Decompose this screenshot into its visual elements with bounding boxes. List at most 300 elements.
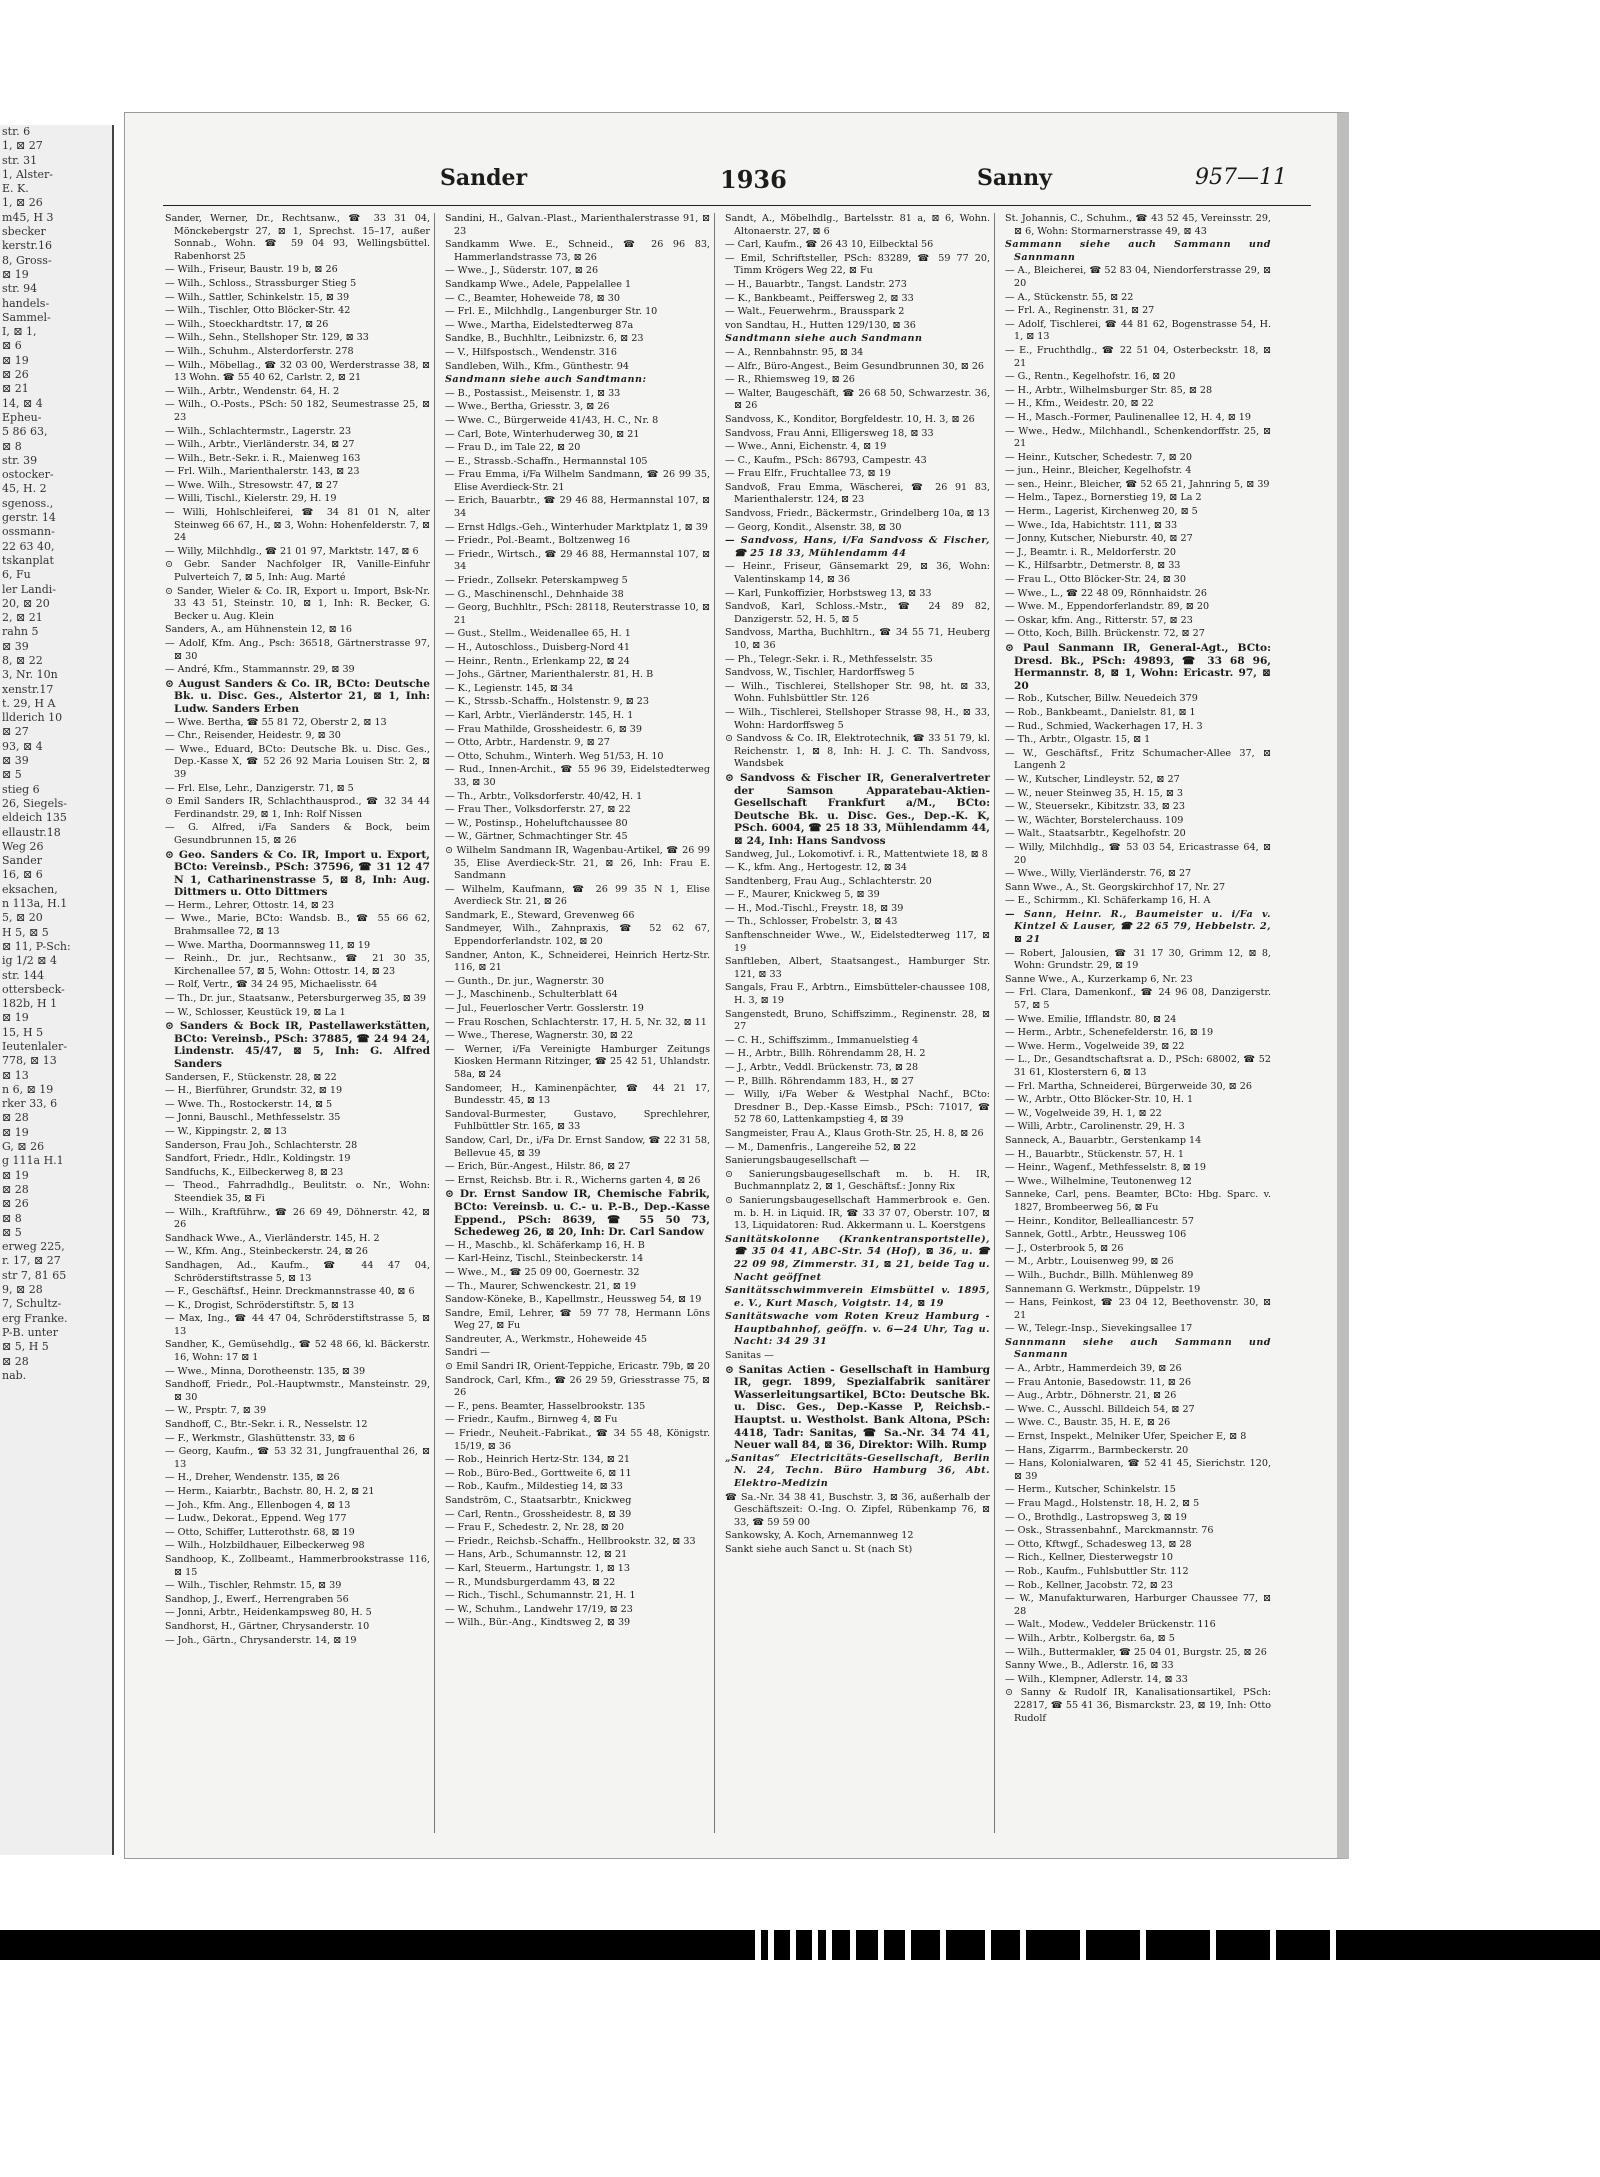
directory-entry: Sandhoff, C., Btr.-Sekr. i. R., Nesselstr. 12: [165, 1419, 368, 1431]
previous-page-fragment: ostocker-: [2, 468, 54, 482]
directory-entry: ⊙ Paul Sanmann IR, General-Agt., BCto: Dresd. Bk., PSch: 49893, ☎ 33 68 96, Hermannstr. 8, ⊠ 1, Wohn: Ericastr. 97, ⊠ 20: [1005, 642, 1271, 692]
directory-entry: — H., Arbtr., Wilhelmsburger Str. 85, ⊠ 28: [1005, 384, 1213, 396]
directory-entry: Sandreuter, A., Werkmstr., Hoheweide 45: [445, 1333, 648, 1345]
previous-page-fragment: 8, Gross-: [2, 253, 52, 267]
directory-entry: — B., Postassist., Meisenstr. 1, ⊠ 33: [445, 387, 621, 399]
directory-entry: — Wwe. Herm., Vogelweide 39, ⊠ 22: [1005, 1040, 1185, 1052]
directory-entry: — W., Manufakturwaren, Harburger Chaussee 77, ⊠ 28: [1005, 1593, 1271, 1617]
directory-entry: ⊙ Wilhelm Sandmann IR, Wagenbau-Artikel, ☎ 26 99 35, Elise Averdieck-Str. 21, ⊠ 26, Inh: Frau E. Sandmann: [445, 844, 710, 882]
directory-entry: — Wwe., Anni, Eichenstr. 4, ⊠ 19: [725, 441, 887, 453]
previous-page-fragment: 16, ⊠ 6: [2, 868, 43, 882]
column-4: [1005, 213, 1275, 1833]
directory-entry: — Wilhelm, Kaufmann, ☎ 26 99 35 N 1, Elise Averdieck Str. 21, ⊠ 26: [445, 883, 710, 908]
directory-entry: Sankowsky, A. Koch, Arnemannweg 12: [725, 1530, 914, 1542]
directory-entry: — H., Dreher, Wendenstr. 135, ⊠ 26: [165, 1472, 340, 1484]
directory-entry: Sandmeyer, Wilh., Zahnpraxis, ☎ 52 62 67, Eppendorferlandstr. 102, ⊠ 20: [445, 923, 710, 948]
directory-entry: — W., Steuersekr., Kibitzstr. 33, ⊠ 23: [1005, 801, 1185, 813]
previous-page-fragment: stieg 6: [2, 782, 40, 796]
directory-entry: — Rob., Büro-Bed., Gorttweite 6, ⊠ 11: [445, 1467, 632, 1479]
directory-entry: — Hans, Kolonialwaren, ☎ 52 41 45, Sierichstr. 120, ⊠ 39: [1005, 1458, 1271, 1482]
directory-entry: — Georg, Kondit., Alsenstr. 38, ⊠ 30: [725, 521, 902, 533]
header-last-name: Sanny: [977, 165, 1052, 191]
directory-entry: Sandtenberg, Frau Aug., Schlachterstr. 20: [725, 875, 932, 887]
directory-entry: — W., Telegr.-Insp., Sievekingsallee 17: [1005, 1323, 1193, 1335]
previous-page-fragment: 8, ⊠ 22: [2, 653, 43, 667]
film-edge-mark: [985, 1930, 991, 1960]
directory-entry: ⊙ Sanders & Bock IR, Pastellawerkstätten, BCto: Vereinsb., PSch: 37885, ☎ 24 94 24, Lindenstr. 45/47, ⊠ 5, Inh: G. Alfred Sanders: [165, 1020, 430, 1070]
previous-page-fragment: str. 31: [2, 153, 38, 167]
previous-page-fragment: ⊠ 28: [2, 1182, 29, 1196]
directory-entry: — M., Arbtr., Louisenweg 99, ⊠ 26: [1005, 1256, 1174, 1268]
directory-entry: — Wwe. Bertha, ☎ 55 81 72, Oberstr 2, ⊠ 13: [165, 716, 387, 728]
directory-entry: Sandkamp Wwe., Adele, Pappelallee 1: [445, 278, 632, 290]
directory-entry: — Otto, Koch, Billh. Brückenstr. 72, ⊠ 27: [1005, 628, 1205, 640]
film-edge-mark: [755, 1930, 761, 1960]
directory-entry: Sandner, Anton, K., Schneiderei, Heinrich Hertz-Str. 116, ⊠ 21: [445, 949, 710, 974]
previous-page-fragment: 5, ⊠ 20: [2, 911, 43, 925]
directory-entry: — Wilh., Schuhm., Alsterdorferstr. 278: [165, 345, 354, 357]
directory-entry: ☎ Sa.-Nr. 34 38 41, Buschstr. 3, ⊠ 36, außerhalb der Geschäftszeit: O.-Ing. O. Zipfel, Rübenkamp 76, ⊠ 33, ☎ 59 59 00: [725, 1491, 990, 1528]
previous-page-fragment: 45, H. 2: [2, 482, 47, 496]
directory-entry: — Willi, Arbtr., Carolinenstr. 29, H. 3: [1005, 1121, 1185, 1133]
directory-entry: — Frl. A., Reginenstr. 31, ⊠ 27: [1005, 305, 1155, 317]
directory-entry: — Herm., Kutscher, Schinkelstr. 15: [1005, 1484, 1176, 1496]
directory-entry: — Th., Arbtr., Olgastr. 15, ⊠ 1: [1005, 734, 1151, 746]
directory-entry: von Sandtau, H., Hutten 129/130, ⊠ 36: [725, 319, 916, 331]
directory-entry: — H., Maschb., kl. Schäferkamp 16, H. B: [445, 1239, 645, 1251]
previous-page-fragment: str. 144: [2, 968, 45, 982]
directory-entry: — Frl. Wilh., Marienthalerstr. 143, ⊠ 23: [165, 466, 360, 478]
directory-columns: [165, 213, 1305, 1833]
directory-entry: — Aug., Arbtr., Döhnerstr. 21, ⊠ 26: [1005, 1390, 1177, 1402]
directory-entry: — Erich, Bauarbtr., ☎ 29 46 88, Hermannstal 107, ⊠ 34: [445, 495, 710, 520]
directory-entry: — Wwe., Marie, BCto: Wandsb. B., ☎ 55 66 62, Brahmsallee 72, ⊠ 13: [165, 913, 430, 938]
film-edge-mark: [1020, 1930, 1026, 1960]
directory-entry: — Ph., Telegr.-Sekr. i. R., Methfesselstr. 35: [725, 653, 933, 665]
directory-entry: Sannemann G. Werkmstr., Düppelstr. 19: [1005, 1283, 1201, 1295]
directory-entry: — Wwe., Eduard, BCto: Deutsche Bk. u. Disc. Ges., Dep.-Kasse X, ☎ 52 26 92 Maria Louisen Str. 2, ⊠ 39: [165, 743, 430, 780]
previous-page-fragment: 20, ⊠ 20: [2, 596, 50, 610]
directory-entry: Sandomeer, H., Kaminenpächter, ☎ 44 21 17, Bundesstr. 45, ⊠ 13: [445, 1082, 710, 1107]
directory-entry: — A., Rennbahnstr. 95, ⊠ 34: [725, 346, 864, 358]
film-edge-strip: [0, 1930, 1600, 1960]
previous-page-fragment: gerstr. 14: [2, 511, 56, 525]
previous-page-fragment: Epheu-: [2, 410, 42, 424]
directory-entry: — Adolf, Tischlerei, ☎ 44 81 62, Bogenstrasse 54, H. 1, ⊠ 13: [1005, 318, 1271, 343]
film-edge-mark: [905, 1930, 911, 1960]
directory-entry: — Heinr., Wagenf., Methfesselstr. 8, ⊠ 19: [1005, 1162, 1206, 1174]
directory-entry: Sander, Werner, Dr., Rechtsanw., ☎ 33 31 04, Mönckebergstr 27, ⊠ 1, Sprechst. 15–17, außer Sonnab., Wohn. ☎ 59 04 93, Wellingsbüttel. Rabenhorst 25: [165, 213, 430, 262]
directory-entry: — Johs., Gärtner, Marienthalerstr. 81, H. B: [445, 669, 654, 681]
directory-entry: — Emil, Schriftsteller, PSch: 83289, ☎ 59 77 20, Timm Krögers Weg 22, ⊠ Fu: [725, 252, 990, 277]
directory-entry: — Sann, Heinr. R., Baumeister u. i/Fa v. Kintzel & Lauser, ☎ 22 65 79, Hebbelstr. 2, ⊠ 21: [1005, 908, 1271, 946]
column-2: [445, 213, 715, 1833]
directory-entry: — Frl. Martha, Schneiderei, Bürgerweide 30, ⊠ 26: [1005, 1080, 1252, 1092]
directory-entry: — Wwe., L., ☎ 22 48 09, Rönnhaidstr. 26: [1005, 587, 1207, 599]
directory-entry: — Wilh., Klempner, Adlerstr. 14, ⊠ 33: [1005, 1673, 1188, 1685]
directory-entry: ⊙ Emil Sandri IR, Orient-Teppiche, Ericastr. 79b, ⊠ 20: [445, 1361, 710, 1373]
directory-entry: Sanneck, A., Bauarbtr., Gerstenkamp 14: [1005, 1134, 1202, 1146]
directory-entry: — Rich., Kellner, Diesterwegstr 10: [1005, 1552, 1173, 1564]
directory-entry: Sangmeister, Frau A., Klaus Groth-Str. 25, H. 8, ⊠ 26: [725, 1127, 984, 1139]
directory-entry: — Willi, Tischl., Kielerstr. 29, H. 19: [165, 493, 337, 505]
directory-entry: Sanderson, Frau Joh., Schlachterstr. 28: [165, 1139, 358, 1151]
directory-entry: — Frau D., im Tale 22, ⊠ 20: [445, 442, 581, 454]
directory-entry: — Gust., Stellm., Weidenallee 65, H. 1: [445, 628, 631, 640]
directory-entry: — Frau L., Otto Blöcker-Str. 24, ⊠ 30: [1005, 574, 1187, 586]
directory-entry: — K., Strssb.-Schaffn., Holstenstr. 9, ⊠ 23: [445, 696, 649, 708]
previous-page-fragment: r. 17, ⊠ 27: [2, 1254, 61, 1268]
directory-entry: — L., Dr., Gesandtschaftsrat a. D., PSch: 68002, ☎ 52 31 61, Klosterstern 6, ⊠ 13: [1005, 1054, 1271, 1078]
directory-entry: — Rob., Kaufm., Fuhlsbuttler Str. 112: [1005, 1565, 1189, 1577]
directory-entry: Sandt, A., Möbelhdlg., Bartelsstr. 81 a, ⊠ 6, Wohn. Altonaerstr. 27, ⊠ 6: [725, 213, 990, 237]
directory-entry: — Frau Magd., Holstenstr. 18, H. 2, ⊠ 5: [1005, 1498, 1200, 1509]
directory-entry: — E., Strassb.-Schaffn., Hermannstal 105: [445, 455, 648, 467]
previous-page-fragment: ⊠ 39: [2, 639, 29, 653]
directory-entry: — J., Beamtr. i. R., Meldorferstr. 20: [1005, 546, 1176, 558]
directory-entry: — Herm., Lehrer, Ottostr. 14, ⊠ 23: [165, 899, 335, 911]
directory-entry: Sandrock, Carl, Kfm., ☎ 26 29 59, Griesstrasse 75, ⊠ 26: [445, 1374, 710, 1399]
directory-entry: — Ernst, Inspekt., Melniker Ufer, Speicher E, ⊠ 8: [1005, 1431, 1247, 1443]
directory-entry: Sandre, Emil, Lehrer, ☎ 59 77 78, Hermann Löns Weg 27, ⊠ Fu: [445, 1307, 710, 1332]
directory-entry: — Wwe. C., Baustr. 35, H. E, ⊠ 26: [1005, 1417, 1171, 1429]
directory-entry: — Wwe. Emilie, Ifflandstr. 80, ⊠ 24: [1005, 1013, 1177, 1025]
directory-entry: — H., Bauarbtr., Stückenstr. 57, H. 1: [1005, 1148, 1185, 1160]
directory-entry: — Friedr., Pol.-Beamt., Boltzenweg 16: [445, 535, 631, 547]
directory-entry: Sandher, K., Gemüsehdlg., ☎ 52 48 66, kl. Bäckerstr. 16, Wohn: 17 ⊠ 1: [165, 1339, 430, 1364]
directory-entry: — Adolf, Kfm. Ang., Psch: 36518, Gärtnerstrasse 97, ⊠ 30: [165, 638, 430, 662]
previous-page-fragment: P-B. unter: [2, 1325, 58, 1339]
directory-entry: — Heinr., Friseur, Gänsemarkt 29, ⊠ 36, Wohn: Valentinskamp 14, ⊠ 36: [725, 561, 990, 586]
directory-entry: Sanitätskolonne (Krankentransportstelle), ☎ 35 04 41, ABC-Str. 54 (Hof), ⊠ 36, u. ☎ 22 09 98, Zimmerstr. 31, ⊠ 21, beide Tag u. Nacht geöffnet: [725, 1233, 990, 1283]
directory-entry: — F., Geschäftsf., Heinr. Dreckmannstrasse 40, ⊠ 6: [165, 1286, 415, 1298]
directory-entry: — Jonni, Arbtr., Heidenkampsweg 80, H. 5: [165, 1607, 372, 1619]
directory-entry: Sandhoff, Friedr., Pol.-Hauptwmstr., Mansteinstr. 29, ⊠ 30: [165, 1379, 430, 1403]
previous-page-fragment: ⊠ 26: [2, 368, 29, 382]
directory-entry: — F., pens. Beamter, Hasselbrookstr. 135: [445, 1400, 646, 1412]
previous-page-fragment: 15, H 5: [2, 1025, 44, 1039]
directory-entry: — Wwe. C., Ausschl. Billdeich 54, ⊠ 27: [1005, 1403, 1195, 1415]
directory-entry: — Rob., Kellner, Jacobstr. 72, ⊠ 23: [1005, 1579, 1174, 1591]
directory-entry: — Frau Elfr., Fruchtallee 73, ⊠ 19: [725, 468, 891, 480]
header-rule: [163, 205, 1311, 206]
directory-entry: — Wilh., Tischlerei, Stellshoper Strasse 98, H., ⊠ 33, Wohn: Hardorffsweg 5: [725, 706, 990, 731]
directory-entry: — A., Arbtr., Hammerdeich 39, ⊠ 26: [1005, 1363, 1182, 1375]
film-edge-mark: [768, 1930, 774, 1960]
directory-entry: Sandkamm Wwe. E., Schneid., ☎ 26 96 83, Hammerlandstrasse 73, ⊠ 26: [445, 239, 710, 263]
directory-entry: Sanitätsschwimmverein Eimsbüttel v. 1895, e. V., Kurt Masch, Voigtstr. 14, ⊠ 19: [725, 1285, 990, 1309]
directory-entry: Sanneke, Carl, pens. Beamter, BCto: Hbg. Sparc. v. 1827, Brombeerweg 56, ⊠ Fu: [1005, 1189, 1271, 1213]
directory-entry: — Wilh., Buchdr., Billh. Mühlenweg 89: [1005, 1269, 1194, 1281]
directory-entry: — Erich, Bür.-Angest., Hilstr. 86, ⊠ 27: [445, 1161, 631, 1173]
directory-entry: — Karl, Steuerm., Hartungstr. 1, ⊠ 13: [445, 1562, 631, 1574]
previous-page-fragment: ⊠ 5, H 5: [2, 1340, 49, 1354]
directory-entry: — Wilh., Schlachtermstr., Lagerstr. 23: [165, 425, 352, 437]
directory-entry: Sandhoop, K., Zollbeamt., Hammerbrookstrasse 116, ⊠ 15: [165, 1553, 430, 1578]
previous-page-fragment: ⊠ 13: [2, 1068, 29, 1082]
directory-entry: Sandini, H., Galvan.-Plast., Marienthalerstrasse 91, ⊠ 23: [445, 213, 710, 237]
directory-entry: Sandvoß, Frau Emma, Wäscherei, ☎ 26 91 83, Marienthalerstr. 124, ⊠ 23: [725, 481, 990, 506]
directory-entry: Sandvoss, Friedr., Bäckermstr., Grindelberg 10a, ⊠ 13: [725, 508, 990, 520]
previous-page-fragment: ⊠ 19: [2, 353, 29, 367]
directory-entry: — Carl, Rentn., Grossheidestr. 8, ⊠ 39: [445, 1508, 632, 1520]
previous-page-fragment: erg Franke.: [2, 1311, 68, 1325]
directory-entry: — Otto, Schuhm., Winterh. Weg 51/53, H. 10: [445, 750, 664, 762]
directory-entry: ⊙ August Sanders & Co. IR, BCto: Deutsche Bk. u. Disc. Ges., Alstertor 21, ⊠ 1, Inh: Ludw. Sanders Erben: [165, 677, 430, 715]
directory-entry: Sankt siehe auch Sanct u. St (nach St): [725, 1543, 913, 1555]
directory-entry: — C., Kaufm., PSch: 86793, Campestr. 43: [725, 454, 927, 466]
directory-entry: — Otto, Schiffer, Lutterothstr. 68, ⊠ 19: [165, 1526, 355, 1538]
directory-entry: ⊙ Sanny & Rudolf IR, Kanalisationsartikel, PSch: 22817, ☎ 55 41 36, Bismarckstr. 23, ⊠ 19, Inh: Otto Rudolf: [1005, 1687, 1271, 1724]
previous-page-fragment: 778, ⊠ 13: [2, 1054, 57, 1068]
directory-entry: Sanny Wwe., B., Adlerstr. 16, ⊠ 33: [1005, 1660, 1174, 1672]
directory-entry: — G. Alfred, i/Fa Sanders & Bock, beim Gesundbrunnen 15, ⊠ 26: [165, 822, 430, 846]
directory-entry: Sandmann siehe auch Sandtmann:: [445, 374, 647, 386]
previous-page-fragment: rker 33, 6: [2, 1097, 58, 1111]
previous-page-fragment: ⊠ 19: [2, 267, 29, 281]
directory-entry: — Wilh., Arbtr., Vierländerstr. 34, ⊠ 27: [165, 439, 355, 451]
directory-entry: Sangenstedt, Bruno, Schiffszimm., Reginenstr. 28, ⊠ 27: [725, 1008, 990, 1033]
directory-entry: — K., Hilfsarbtr., Detmerstr. 8, ⊠ 33: [1005, 560, 1181, 572]
film-edge-mark: [878, 1930, 884, 1960]
directory-entry: Sandvoß, Karl, Schloss.-Mstr., ☎ 24 89 82, Danzigerstr. 52, H. 5, ⊠ 5: [725, 601, 990, 625]
film-edge-mark: [1330, 1930, 1336, 1960]
directory-entry: Sandhack Wwe., A., Vierländerstr. 145, H. 2: [165, 1232, 380, 1244]
directory-entry: — K., kfm. Ang., Hertogestr. 12, ⊠ 34: [725, 862, 908, 874]
previous-page-fragment: m45, H 3: [2, 210, 54, 224]
directory-entry: — Theod., Fahrradhdlg., Beulitstr. o. Nr., Wohn: Steendiek 35, ⊠ Fi: [165, 1180, 430, 1204]
directory-entry: — Rob., Kaufm., Mildestieg 14, ⊠ 33: [445, 1481, 623, 1493]
directory-entry: — Rob., Heinrich Hertz-Str. 134, ⊠ 21: [445, 1454, 631, 1466]
directory-entry: Sandmark, E., Steward, Grevenweg 66: [445, 909, 635, 921]
directory-entry: Sandoval-Burmester, Gustavo, Sprechlehrer, Fuhlbüttler Str. 165, ⊠ 33: [445, 1108, 710, 1133]
directory-entry: ⊙ Sanitas Actien - Gesellschaft in Hamburg IR, gegr. 1899, Spezialfabrik sanitärer Wasserleitungsartikel, BCto: Deutsche Bk. u. Disc. Ges., Dep.-Kasse P, Reichsb.-Hauptst. u. Westholst. Bank Altona, PSch: 4418, Tadr: Sanitas, ☎ Sa.-Nr. 34 74 41, Neuer wall 84, ⊠ 36, Direktor: Wilh. Rump: [725, 1363, 990, 1452]
directory-entry: — H., Arbtr., Billh. Röhrendamm 28, H. 2: [725, 1048, 926, 1060]
directory-entry: — M., Damenfris., Langereihe 52, ⊠ 22: [725, 1141, 917, 1153]
directory-entry: Sandfuchs, K., Eilbeckerweg 8, ⊠ 23: [165, 1166, 344, 1178]
directory-entry: — C., Beamter, Hoheweide 78, ⊠ 30: [445, 292, 620, 304]
directory-entry: — Wilh., Sehn., Stellshoper Str. 129, ⊠ 33: [165, 332, 369, 344]
previous-page-fragment: 22 63 40,: [2, 539, 55, 553]
directory-entry: — Rolf, Vertr., ☎ 34 24 95, Michaelisstr. 64: [165, 979, 378, 991]
directory-entry: Sandtmann siehe auch Sandmann: [725, 333, 923, 345]
directory-entry: — Wwe., Ida, Habichtstr. 111, ⊠ 33: [1005, 519, 1178, 531]
film-edge-mark: [940, 1930, 946, 1960]
directory-entry: — Rud., Innen-Archit., ☎ 55 96 39, Eidelstedterweg 33, ⊠ 30: [445, 764, 710, 788]
directory-entry: — Th., Schlosser, Frobelstr. 3, ⊠ 43: [725, 916, 898, 928]
directory-entry: — K., Legienstr. 145, ⊠ 34: [445, 682, 574, 694]
directory-entry: — Wilh., Betr.-Sekr. i. R., Maienweg 163: [165, 452, 361, 464]
previous-page-fragment: Sander: [2, 854, 42, 868]
directory-entry: ⊙ Sander, Wieler & Co. IR, Export u. Import, Bsk-Nr. 33 43 51, Steinstr. 10, ⊠ 1, Inh: R. Becker, G. Becker u. Aug. Klein: [165, 585, 430, 622]
directory-entry: — Sandvoss, Hans, i/Fa Sandvoss & Fischer, ☎ 25 18 33, Mühlendamm 44: [725, 535, 990, 559]
directory-entry: Sangals, Frau F., Arbtrn., Eimsbütteler-chaussee 108, H. 3, ⊠ 19: [725, 982, 990, 1007]
film-edge-mark: [826, 1930, 832, 1960]
directory-entry: — W., Schlosser, Keustück 19, ⊠ La 1: [165, 1006, 346, 1018]
directory-entry: Sandvoss, W., Tischler, Hardorffsweg 5: [725, 667, 915, 679]
previous-page-fragment: ⊠ 8: [2, 439, 22, 453]
directory-entry: — Wilh., Buttermakler, ☎ 25 04 01, Burgstr. 25, ⊠ 26: [1005, 1646, 1267, 1658]
directory-entry: — Hans, Zigarrm., Barmbeckerstr. 20: [1005, 1444, 1189, 1456]
directory-entry: — Helm., Tapez., Bornerstieg 19, ⊠ La 2: [1005, 492, 1202, 504]
directory-entry: — Hans, Arb., Schumannstr. 12, ⊠ 21: [445, 1549, 628, 1561]
directory-entry: — Th., Dr. jur., Staatsanw., Petersburgerweg 35, ⊠ 39: [165, 993, 427, 1005]
directory-entry: — Jonni, Bauschl., Methfesselstr. 35: [165, 1112, 341, 1124]
directory-entry: Sanftleben, Albert, Staatsangest., Hamburger Str. 121, ⊠ 33: [725, 956, 990, 980]
column-3: [725, 213, 995, 1833]
directory-entry: — Karl, Funkoffizier, Horbstsweg 13, ⊠ 33: [725, 587, 932, 599]
directory-entry: — Rich., Tischl., Schumannstr. 21, H. 1: [445, 1590, 636, 1602]
directory-entry: Sanierungsbaugesellschaft —: [725, 1155, 870, 1167]
directory-entry: — Wilh., Sattler, Schinkelstr. 15, ⊠ 39: [165, 291, 350, 303]
directory-entry: — W., Vogelweide 39, H. 1, ⊠ 22: [1005, 1107, 1162, 1119]
directory-entry: — J., Osterbrook 5, ⊠ 26: [1005, 1242, 1124, 1254]
directory-entry: — Wilh., Tischlerei, Stellshoper Str. 98, ht. ⊠ 33, Wohn. Fuhlsbüttler Str. 126: [725, 680, 990, 705]
directory-entry: — Wilh., Friseur, Baustr. 19 b, ⊠ 26: [165, 264, 338, 276]
previous-page-fragment: ⊠ 6: [2, 339, 22, 353]
directory-entry: — W., neuer Steinweg 35, H. 15, ⊠ 3: [1005, 787, 1184, 799]
previous-page-fragment: xenstr.17: [2, 682, 54, 696]
directory-entry: „Sanitas“ Electricitäts-Gesellschaft, Berlin N. 24, Techn. Büro Hamburg 36, Abt. Elektro-Medizin: [725, 1452, 990, 1489]
film-edge-mark: [1080, 1930, 1086, 1960]
previous-page-fragment: str. 94: [2, 282, 38, 296]
directory-entry: — Rob., Kutscher, Billw. Neuedeich 379: [1005, 693, 1198, 705]
directory-entry: — Wilh., O.-Posts., PSch: 50 182, Seumestrasse 25, ⊠ 23: [165, 399, 430, 423]
directory-entry: — Wilh., Kraftführw., ☎ 26 69 49, Döhnerstr. 42, ⊠ 26: [165, 1206, 430, 1231]
directory-entry: — Heinr., Kutscher, Schedestr. 7, ⊠ 20: [1005, 451, 1192, 463]
directory-entry: — Osk., Strassenbahnf., Marckmannstr. 76: [1005, 1525, 1214, 1537]
directory-entry: — G., Maschinenschl., Dehnhaide 38: [445, 588, 624, 600]
previous-page-fragment: 5 86 63,: [2, 425, 48, 439]
directory-entry: ⊙ Geo. Sanders & Co. IR, Import u. Export, BCto: Vereinsb., PSch: 37596, ☎ 31 12 47 N 1, Catharinenstrasse 5, ⊠ 8, Inh: Aug. Dittmers u. Otto Dittmers: [165, 848, 430, 899]
previous-page-fragment: eldeich 135: [2, 811, 67, 825]
previous-page-fragment: ottersbeck-: [2, 982, 65, 996]
directory-entry: — Ernst Hdlgs.-Geh., Winterhuder Marktplatz 1, ⊠ 39: [445, 521, 708, 533]
directory-entry: — Th., Arbtr., Volksdorferstr. 40/42, H. 1: [445, 790, 643, 802]
previous-page-fragment: 182b, H 1: [2, 997, 58, 1011]
directory-entry: Sandvoss, Martha, Buchhltrn., ☎ 34 55 71, Heuberg 10, ⊠ 36: [725, 627, 990, 651]
directory-entry: — Wwe., Bertha, Griesstr. 3, ⊠ 26: [445, 401, 610, 413]
directory-entry: — W., Wächter, Borstelerchauss. 109: [1005, 814, 1184, 826]
previous-page-fragment: E. K.: [2, 182, 29, 196]
previous-page-fragment: sbecker: [2, 225, 46, 239]
directory-entry: Sammann siehe auch Sammann und Sannmann: [1005, 239, 1271, 263]
directory-entry: — Frl. Else, Lehr., Danzigerstr. 71, ⊠ 5: [165, 782, 354, 794]
directory-entry: — Wwe., Martha, Eidelstedterweg 87a: [445, 319, 634, 331]
directory-entry: Sandweg, Jul., Lokomotivf. i. R., Mattentwiete 18, ⊠ 8: [725, 848, 988, 860]
directory-entry: — Ernst, Reichsb. Btr. i. R., Wicherns garten 4, ⊠ 26: [445, 1174, 701, 1186]
directory-entry: — Wilh., Arbtr., Kolbergstr. 6a, ⊠ 5: [1005, 1632, 1175, 1644]
previous-page-fragment: str. 39: [2, 453, 38, 467]
previous-page-fragment: ⊠ 28: [2, 1354, 29, 1368]
directory-entry: — Willy, Milchhdlg., ☎ 21 01 97, Marktstr. 147, ⊠ 6: [165, 545, 419, 557]
directory-entry: ⊙ Gebr. Sander Nachfolger IR, Vanille-Einfuhr Pulverteich 7, ⊠ 5, Inh: Aug. Marté: [165, 559, 430, 584]
directory-entry: — Frau Emma, i/Fa Wilhelm Sandmann, ☎ 26 99 35, Elise Averdieck-Str. 21: [445, 469, 710, 493]
previous-page-fragment: t. 29, H A: [2, 696, 56, 710]
directory-entry: — Frau Mathilde, Grossheidestr. 6, ⊠ 39: [445, 723, 642, 735]
previous-page-fragment: eksachen,: [2, 882, 58, 896]
directory-entry: — W., Kutscher, Lindleystr. 52, ⊠ 27: [1005, 773, 1180, 785]
directory-entry: ⊙ Sandvoss & Fischer IR, Generalvertreter der Samson Apparatebau-Aktien-Gesellschaft Frankfurt a/M., BCto: Deutsche Bk. u. Disc. Ges., Dep.-K. K, PSch. 6004, ☎ 25 18 33, Mühlendamm 44, ⊠ 24, Inh: Hans Sandvoss: [725, 771, 990, 847]
directory-entry: — W., Gärtner, Schmachtinger Str. 45: [445, 831, 628, 843]
directory-entry: ⊙ Emil Sanders IR, Schlachthausprod., ☎ 32 34 44 Ferdinandstr. 29, ⊠ 1, Inh: Rolf Nissen: [165, 796, 430, 820]
directory-entry: Sandhagen, Ad., Kaufm., ☎ 44 47 04, Schröderstiftstrasse 5, ⊠ 13: [165, 1259, 430, 1284]
directory-entry: — Hans, Feinkost, ☎ 23 04 12, Beethovenstr. 30, ⊠ 21: [1005, 1297, 1271, 1321]
previous-page-fragment: llderich 10: [2, 711, 63, 725]
directory-entry: — Walt., Modew., Veddeler Brückenstr. 116: [1005, 1619, 1216, 1631]
directory-entry: — Frau Ther., Volksdorferstr. 27, ⊠ 22: [445, 804, 631, 816]
directory-entry: — Max, Ing., ☎ 44 47 04, Schröderstiftstrasse 5, ⊠ 13: [165, 1313, 430, 1337]
film-edge-mark: [850, 1930, 856, 1960]
previous-page-fragment: 93, ⊠ 4: [2, 739, 43, 753]
previous-page-fragment: sgenoss.,: [2, 496, 54, 510]
directory-entry: — Oskar, kfm. Ang., Ritterstr. 57, ⊠ 23: [1005, 614, 1193, 626]
directory-entry: — Wilh., Tischler, Otto Blöcker-Str. 42: [165, 305, 351, 317]
directory-entry: — R., Rhiemsweg 19, ⊠ 26: [725, 374, 855, 386]
directory-entry: — A., Stückenstr. 55, ⊠ 22: [1005, 291, 1134, 303]
directory-entry: Sandvoss, Frau Anni, Elligersweg 18, ⊠ 33: [725, 427, 934, 439]
directory-entry: — Gunth., Dr. jur., Wagnerstr. 30: [445, 975, 604, 987]
previous-page-fragment: G, ⊠ 26: [2, 1140, 45, 1154]
directory-entry: ⊙ Sanierungsbaugesellschaft m. b. H. IR, Buchmannplatz 2, ⊠ 1, Geschäftsf.: Jonny Rix: [725, 1168, 990, 1193]
film-edge-mark: [1270, 1930, 1276, 1960]
previous-page-fragment: H 5, ⊠ 5: [2, 925, 49, 939]
directory-entry: — Frl. Clara, Damenkonf., ☎ 24 96 08, Danzigerstr. 57, ⊠ 5: [1005, 987, 1271, 1012]
directory-entry: — Wwe., J., Süderstr. 107, ⊠ 26: [445, 265, 599, 277]
directory-entry: — Wwe. Th., Rostockerstr. 14, ⊠ 5: [165, 1098, 333, 1110]
directory-entry: — W., Prsptr. 7, ⊠ 39: [165, 1405, 267, 1417]
directory-entry: — C. H., Schiffszimm., Immanuelstieg 4: [725, 1034, 919, 1046]
directory-entry: — Heinr., Konditor, Bellealliancestr. 57: [1005, 1215, 1194, 1227]
page-number: 957—11: [1195, 165, 1287, 190]
previous-page-fragment: 6, Fu: [2, 568, 31, 582]
film-edge-mark: [1210, 1930, 1216, 1960]
directory-entry: — G., Rentn., Kegelhofstr. 16, ⊠ 20: [1005, 371, 1176, 383]
directory-entry: — Wwe., Therese, Wagnerstr. 30, ⊠ 22: [445, 1030, 634, 1042]
directory-entry: ⊙ Sandvoss & Co. IR, Elektrotechnik, ☎ 33 51 79, kl. Reichenstr. 1, ⊠ 8, Inh: H. J. C. Th. Sandvoss, Wandsbek: [725, 733, 990, 770]
previous-page-fragment: ⊠ 21: [2, 382, 29, 396]
directory-entry: — Wwe., M., ☎ 25 09 00, Goernestr. 32: [445, 1266, 640, 1278]
directory-entry: — Ludw., Dekorat., Eppend. Weg 177: [165, 1513, 347, 1525]
previous-page-fragment: str 7, 81 65: [2, 1268, 67, 1282]
directory-entry: Sandri —: [445, 1347, 490, 1359]
previous-page-fragment: ⊠ 8: [2, 1211, 22, 1225]
directory-entry: — Jul., Feuerloscher Vertr. Gosslerstr. 19: [445, 1003, 644, 1015]
directory-entry: — Rob., Bankbeamt., Danielstr. 81, ⊠ 1: [1005, 706, 1196, 718]
previous-page-fragment: I, ⊠ 1,: [2, 325, 37, 339]
directory-entry: Sannek, Gottl., Arbtr., Heussweg 106: [1005, 1229, 1187, 1241]
previous-page-fragment: nab.: [2, 1368, 27, 1382]
previous-page-fragment: rahn 5: [2, 625, 39, 639]
directory-entry: — Walt., Feuerwehrm., Brausspark 2: [725, 306, 905, 318]
directory-entry: — E., Schirmm., Kl. Schäferkamp 16, H. A: [1005, 895, 1211, 907]
previous-page-fragment: ⊠ 5: [2, 768, 22, 782]
directory-entry: Sanitätswache vom Roten Kreuz Hamburg - Hauptbahnhof, geöffn. v. 6—24 Uhr, Tag u. Nacht: 34 29 31: [725, 1311, 990, 1348]
directory-entry: — R., Mundsburgerdamm 43, ⊠ 22: [445, 1576, 616, 1588]
directory-entry: — Reinh., Dr. jur., Rechtsanw., ☎ 21 30 35, Kirchenallee 57, ⊠ 5, Wohn: Ottostr. 14, ⊠ 23: [165, 953, 430, 977]
directory-entry: — Frau F., Schedestr. 2, Nr. 28, ⊠ 20: [445, 1522, 625, 1534]
directory-entry: — Wilh., Stoeckhardtstr. 17, ⊠ 26: [165, 318, 329, 330]
directory-entry: — A., Bleicherei, ☎ 52 83 04, Niendorferstrasse 29, ⊠ 20: [1005, 265, 1271, 289]
directory-entry: — Willi, Hohlschleiferei, ☎ 34 81 01 N, alter Steinweg 66 67, H., ⊠ 3, Wohn: Hohenfelderstr. 7, ⊠ 24: [165, 507, 430, 544]
directory-entry: — H., Masch.-Former, Paulinenallee 12, H. 4, ⊠ 19: [1005, 411, 1251, 423]
header-year: 1936: [720, 165, 787, 194]
directory-entry: — Wwe., Hedw., Milchhandl., Schenkendorffstr. 25, ⊠ 21: [1005, 425, 1271, 450]
previous-page-fragment: erweg 225,: [2, 1240, 65, 1254]
directory-entry: Sanne Wwe., A., Kurzerkamp 6, Nr. 23: [1005, 973, 1193, 985]
previous-page-fragment: 14, ⊠ 4: [2, 396, 43, 410]
directory-entry: — Georg, Kaufm., ☎ 53 32 31, Jungfrauenthal 26, ⊠ 13: [165, 1446, 430, 1470]
